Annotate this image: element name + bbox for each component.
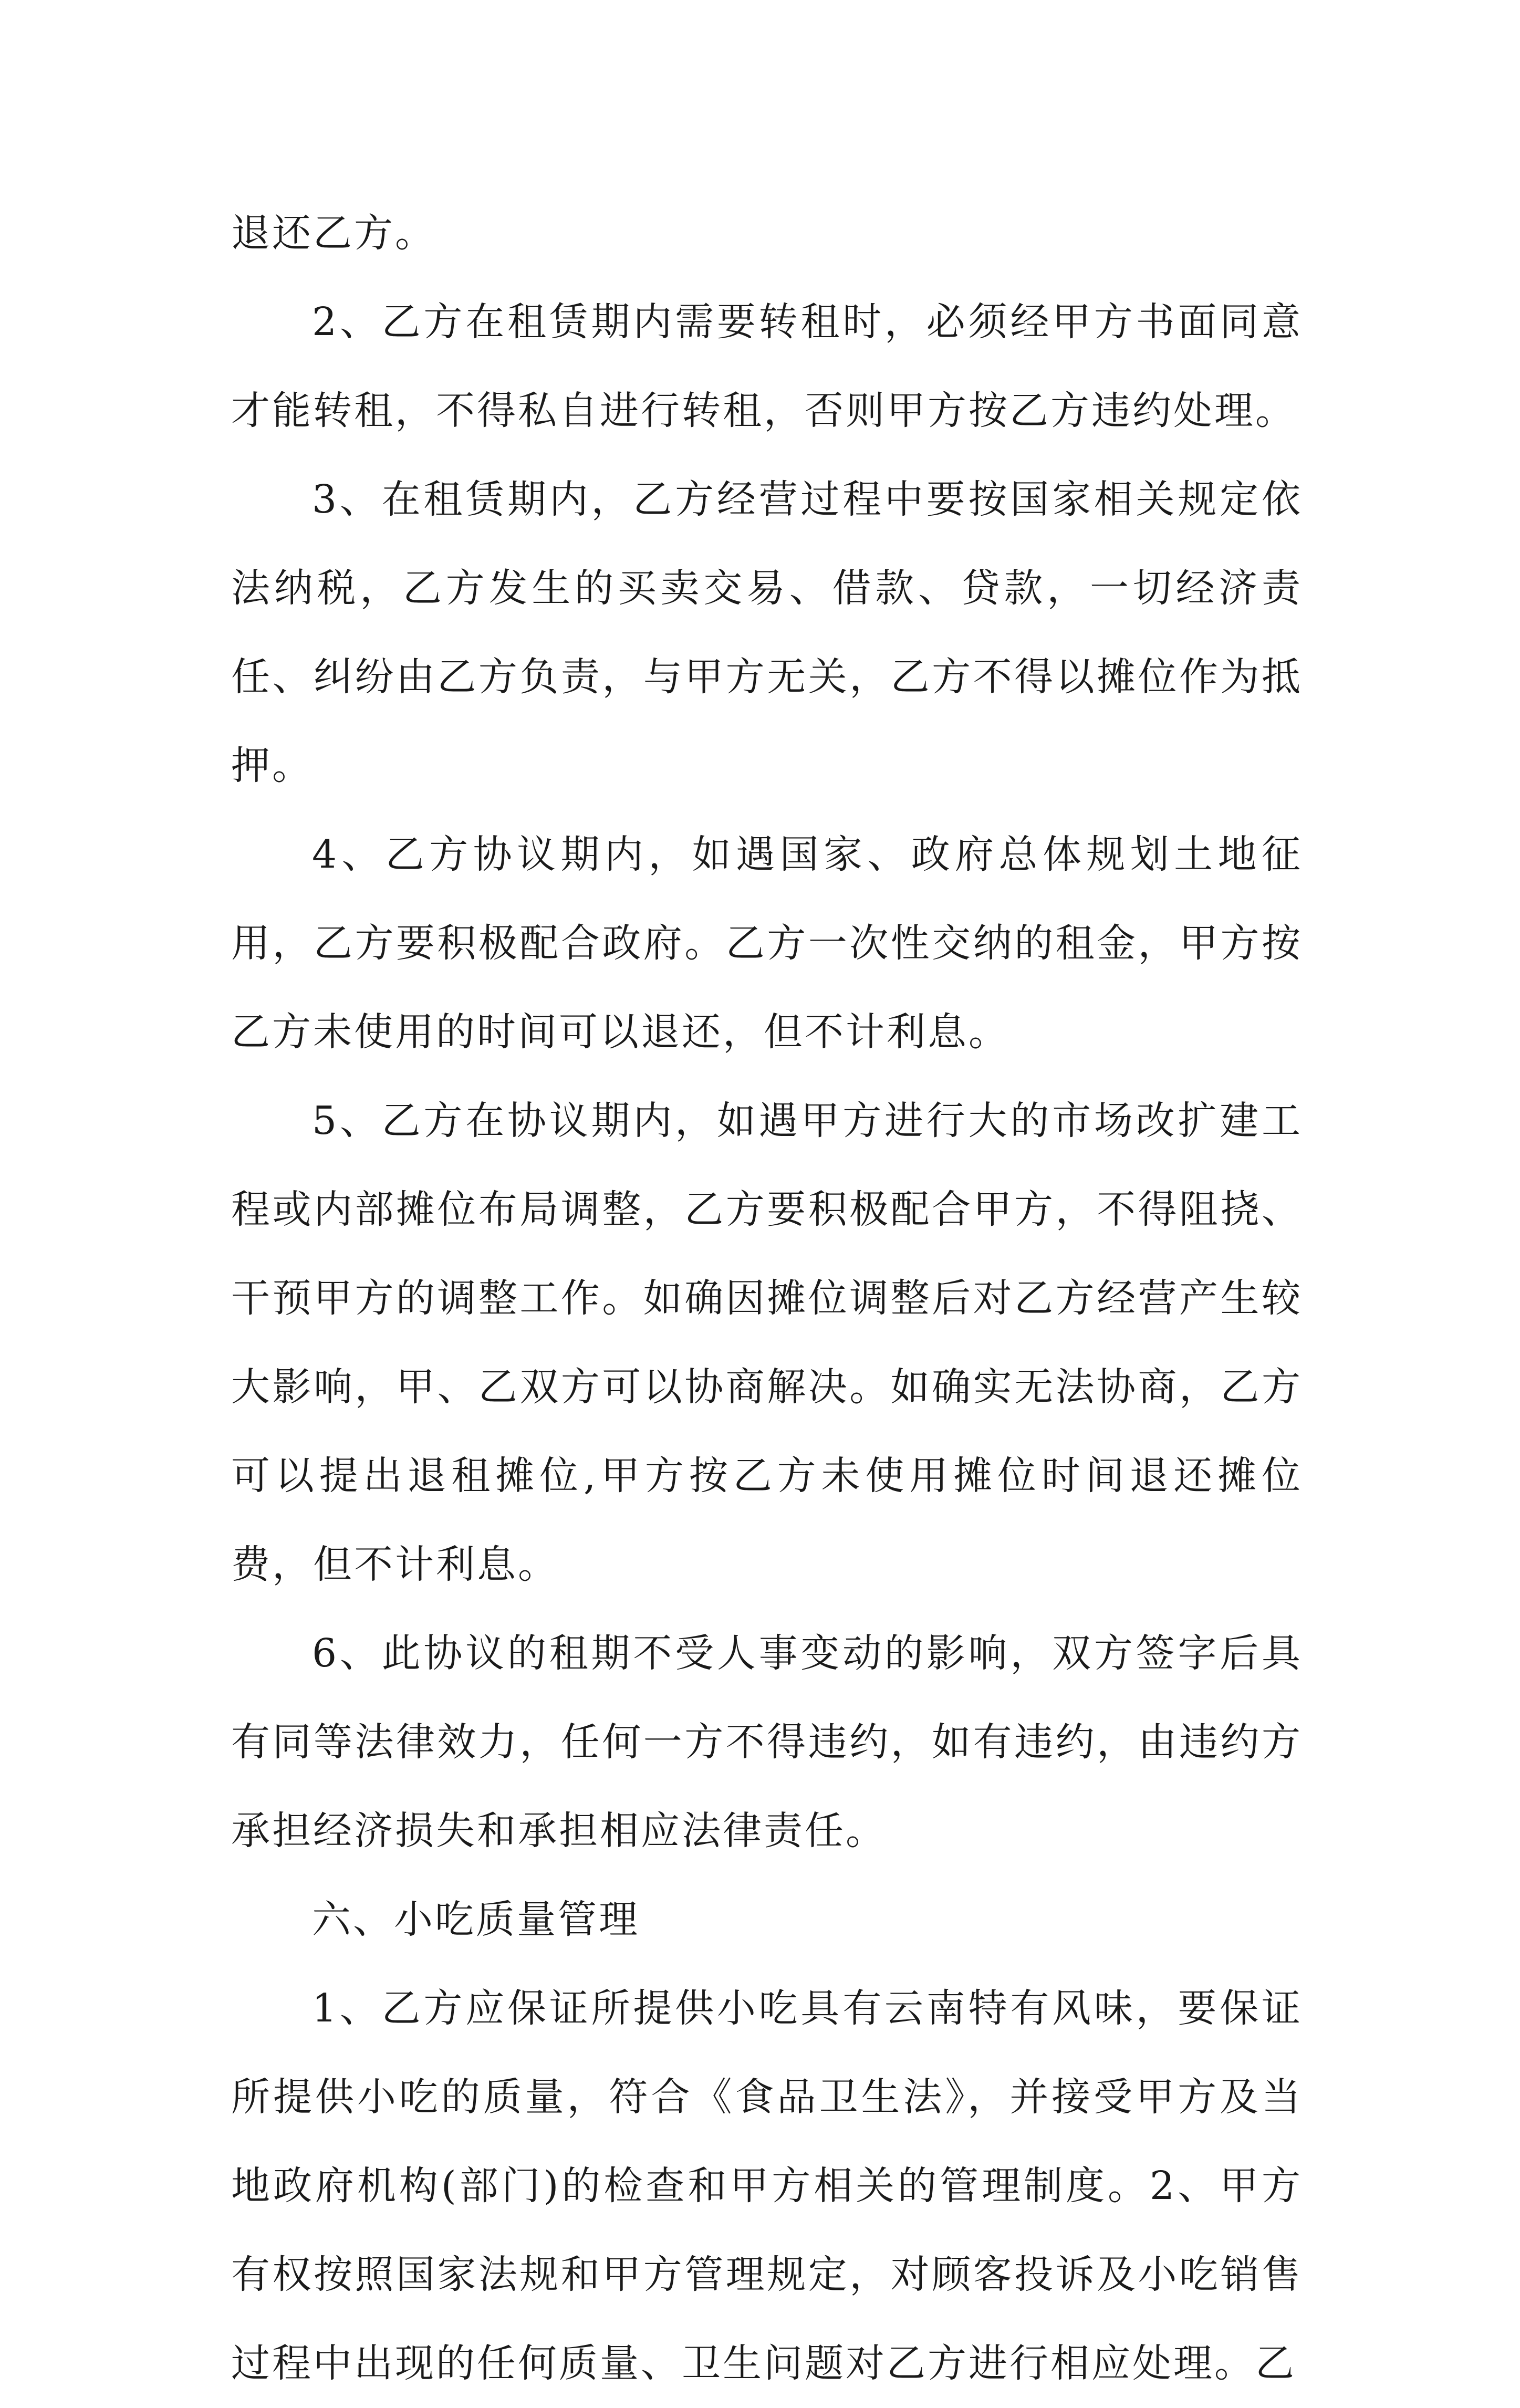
paragraph-clause-6-validity: 6、此协议的租期不受人事变动的影响，双方签字后具有同等法律效力，任何一方不得违约，如有违约，由违约方承担经济损失和承担相应法律责任。 [231, 1631, 1303, 1853]
paragraph-return-to-party-b: 退还乙方。 [231, 211, 436, 256]
paragraph-clause-5-market-renovation: 5、乙方在协议期内，如遇甲方进行大的市场改扩建工程或内部摊位布局调整，乙方要积极配合甲方，不得阻挠、干预甲方的调整工作。如确因摊位调整后对乙方经营产生较大影响，甲、乙双方可以协商解决。如确实无法协商，乙方可以提出退租摊位,甲方按乙方未使用摊位时间退还摊位费，但不计利息。 [231, 1098, 1303, 1587]
paragraph-clause-4-land-requisition: 4、乙方协议期内，如遇国家、政府总体规划土地征用，乙方要积极配合政府。乙方一次性交纳的租金，甲方按乙方未使用的时间可以退还，但不计利息。 [231, 832, 1303, 1055]
section-heading-snack-quality: 六、小吃质量管理 [312, 1897, 640, 1942]
paragraph-clause-2-sublease: 2、乙方在租赁期内需要转租时，必须经甲方书面同意才能转租，不得私自进行转租，否则甲方按乙方违约处理。 [231, 299, 1303, 433]
paragraph-clause-3-tax-liability: 3、在租赁期内，乙方经营过程中要按国家相关规定依法纳税，乙方发生的买卖交易、借款、贷款，一切经济责任、纠纷由乙方负责，与甲方无关，乙方不得以摊位作为抵押。 [231, 477, 1303, 788]
document-body [231, 189, 1303, 2408]
paragraph-quality-clauses: 1、乙方应保证所提供小吃具有云南特有风味，要保证所提供小吃的质量，符合《食品卫生法》，并接受甲方及当地政府机构(部门)的检查和甲方相关的管理制度。2、甲方有权按照国家法规和甲方管理规定，对顾客投诉及小吃销售过程中出现的任何质量、卫生问题对乙方进行相应处理。乙 [231, 1986, 1303, 2386]
